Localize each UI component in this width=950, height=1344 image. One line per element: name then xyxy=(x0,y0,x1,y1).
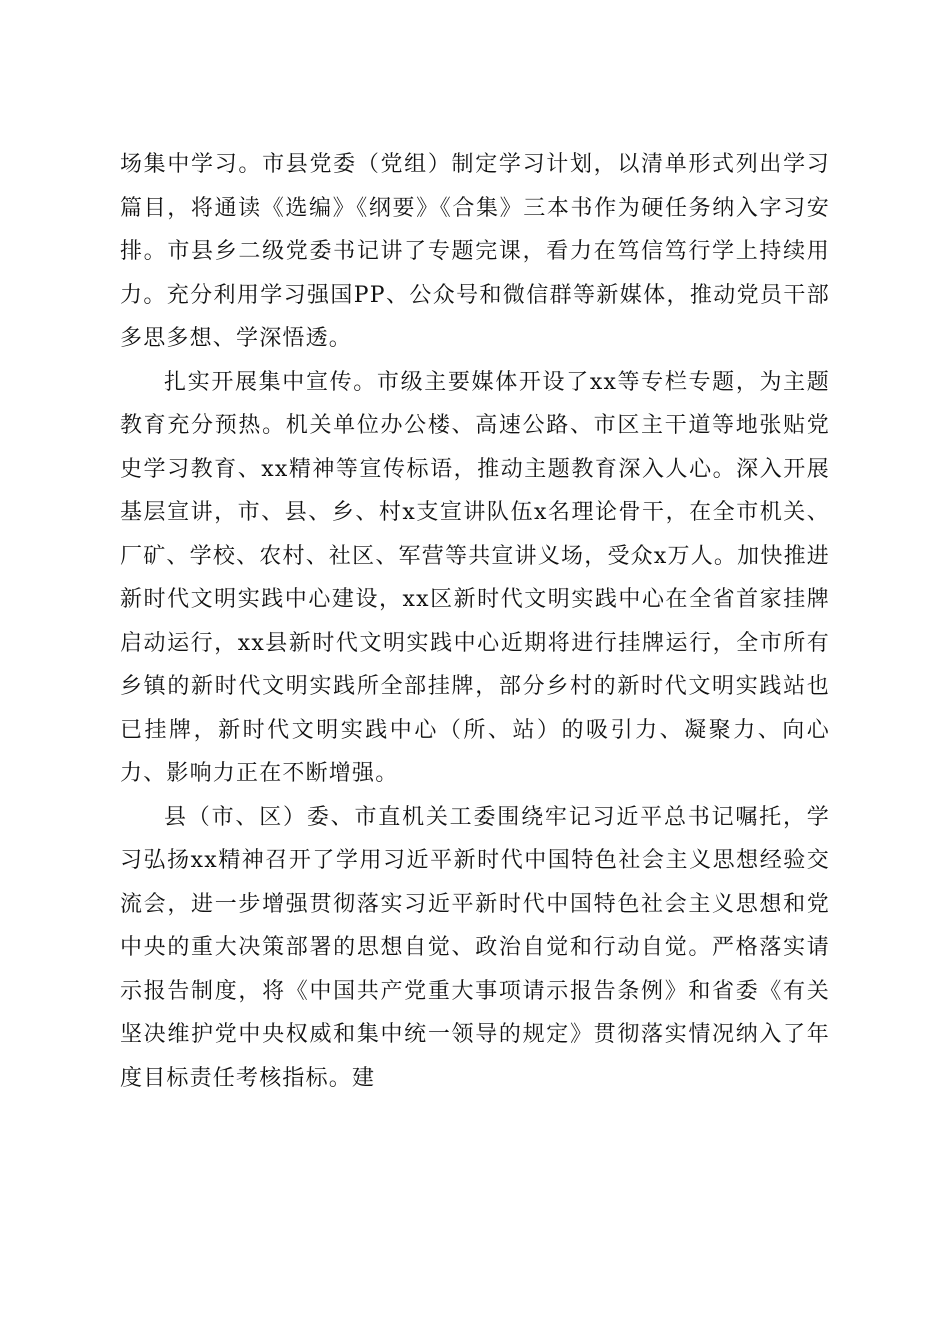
paragraph-2: 扎实开展集中宣传。市级主要媒体开设了xx等专栏专题，为主题教育充分预热。机关单位办公楼、高速公路、市区主干道等地张贴党史学习教育、xx精神等宣传标语，推动主题教育深入人心。深入开展基层宣讲，市、县、乡、村x支宣讲队伍x名理论骨干，在全市机关、厂矿、学校、农村、社区、军营等共宣讲义场，受众x万人。加快推进新时代文明实践中心建设，xx区新时代文明实践中心在全省首家挂牌启动运行，xx县新时代文明实践中心近期将进行挂牌运行，全市所有乡镇的新时代文明实践所全部挂牌，部分乡村的新时代文明实践站也已挂牌，新时代文明实践中心（所、站）的吸引力、凝聚力、向心力、影响力正在不断增强。 xyxy=(120,369,830,786)
paragraph-3: 县（市、区）委、市直机关工委围绕牢记习近平总书记嘱托，学习弘扬xx精神召开了学用习近平新时代中国特色社会主义思想经验交流会，进一步增强贯彻落实习近平新时代中国特色社会主义思想和党中央的重大决策部署的思想自觉、政治自觉和行动自觉。严格落实请示报告制度，将《中国共产党重大事项请示报告条例》和省委《有关坚决维护党中央权威和集中统一领导的规定》贯彻落实情况纳入了年度目标责任考核指标。建 xyxy=(120,804,830,1091)
document-body xyxy=(120,143,830,1100)
paragraph-1: 场集中学习。市县党委（党组）制定学习计划，以清单形式列出学习篇目，将通读《选编》《纲要》《合集》三本书作为硬任务纳入字习安排。市县乡二级党委书记讲了专题完课，看力在笃信笃行学上持续用力。充分利用学习强国PP、公众号和微信群等新媒体，推动党员干部多思多想、学深悟透。 xyxy=(120,152,830,351)
